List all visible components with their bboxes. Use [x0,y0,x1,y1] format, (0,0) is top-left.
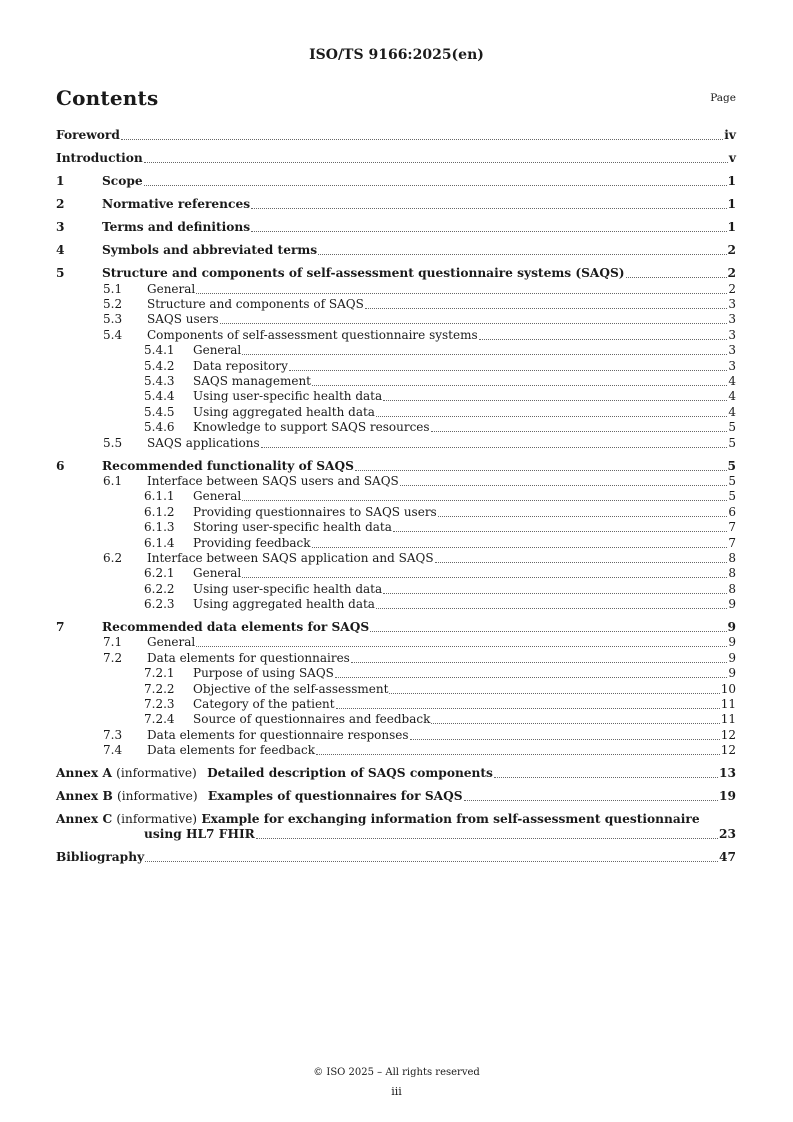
dot-leader [410,739,720,740]
toc-entry-annex-c[interactable] [56,812,736,842]
toc-entry-title: Data repository [193,358,288,373]
toc-entry-title: General [193,566,242,581]
toc-entry-number: 6.2.2 [144,581,175,596]
toc-entry-number: 5.1 [103,281,123,296]
annex-label: Annex B [56,789,113,804]
toc-entry-title: Terms and definitions [102,220,251,235]
toc-entry-annex-b[interactable] [56,789,736,804]
toc-entry-number: 5.4.1 [144,343,175,358]
toc-entry-title: Recommended functionality of SAQS [102,458,354,473]
dot-leader [336,708,720,709]
annex-title-line1: Example for exchanging information from self-assessment questionnaire [201,811,700,826]
toc-page-number: 11 [720,712,736,727]
toc-entry-title: Structure and components of SAQS [147,297,364,312]
toc-entry[interactable] [56,374,736,389]
dot-leader [431,431,728,432]
toc-entry[interactable] [56,128,736,143]
dot-leader [261,447,728,448]
toc-entry[interactable] [56,681,736,696]
footer-page-number: iii [391,1085,402,1098]
toc-entry[interactable] [56,458,736,473]
annex-title: Detailed description of SAQS components [207,766,493,781]
toc-entry-title: General [193,489,242,504]
toc-page-number: 2 [727,243,736,258]
annex-informative: (informative) [116,811,198,826]
toc-entry-annex-a[interactable] [56,766,736,781]
dot-leader [289,370,727,371]
toc-page-number: 19 [719,789,736,804]
toc-entry-number: 4 [56,243,65,258]
toc-entry-number: 6.2.1 [144,566,175,581]
dot-leader [144,185,727,186]
toc-entry-title: Using aggregated health data [193,597,375,612]
toc-entries [56,128,736,758]
toc-page-number: 12 [720,727,736,742]
toc-entry-number: 5.4 [103,327,123,342]
dot-leader [145,861,718,862]
toc-entry-title: Using aggregated health data [193,404,375,419]
toc-entry-number: 6.1.3 [144,520,175,535]
toc-entry-title: Recommended data elements for SAQS [102,620,370,635]
toc-entry-number: 3 [56,220,65,235]
toc-entry[interactable] [56,535,736,550]
toc-entry-number: 7.2.4 [144,712,175,727]
toc-entry[interactable] [56,358,736,373]
toc-entry[interactable] [56,727,736,742]
toc-entry-number: 7.1 [103,635,123,650]
dot-leader [435,562,728,563]
toc-page-number: 9 [728,597,736,612]
toc-page-number: 12 [720,743,736,758]
dot-leader [365,308,728,309]
toc-entry[interactable] [56,743,736,758]
toc-entry-number: 7.4 [103,743,123,758]
dot-leader [376,416,727,417]
annex-informative: (informative) [116,766,197,781]
toc-entry[interactable] [56,435,736,450]
toc-entry-number: 6.1.1 [144,489,175,504]
toc-entry-title: Data elements for questionnaire responses [147,727,409,742]
document-identifier: ISO/TS 9166:2025(en) [309,47,484,63]
dot-leader [376,608,727,609]
toc-entry[interactable] [56,420,736,435]
toc-page-number: 10 [720,681,736,696]
toc-entry[interactable] [56,389,736,404]
toc-page-number: 9 [727,620,736,635]
toc-entry-title: Providing questionnaires to SAQS users [193,504,437,519]
toc-page-number: 5 [728,473,736,488]
toc-entry-title: Objective of the self-assessment [193,681,389,696]
toc-entry[interactable] [56,620,736,635]
toc-entry-number: 6.1 [103,473,123,488]
toc-page-number: 3 [728,343,736,358]
dot-leader [121,139,723,140]
toc-entry-title: SAQS users [147,312,219,327]
toc-entry-title: Source of questionnaires and feedback [193,712,431,727]
toc-entry-title: General [147,635,196,650]
toc-entry-number: 6 [56,458,65,473]
toc-page-number: 3 [728,312,736,327]
dot-leader [626,277,727,278]
dot-leader [312,385,727,386]
toc-entry[interactable] [56,474,736,489]
toc-entry[interactable] [56,666,736,681]
toc-entry-title: Category of the patient [193,697,335,712]
page-column-label: Page [710,92,736,104]
toc-entry-number: 5.4.2 [144,358,175,373]
toc-entry[interactable] [56,174,736,189]
annex-title-line2: using HL7 FHIR [144,826,255,841]
dot-leader [242,577,727,578]
dot-leader [196,646,727,647]
toc-entry-title: Symbols and abbreviated terms [102,243,318,258]
toc-entry-title: Interface between SAQS users and SAQS [147,473,399,488]
toc-page-number: 8 [728,566,736,581]
dot-leader [383,400,727,401]
toc-page-number: 2 [728,281,736,296]
toc-page-number: 7 [728,520,736,535]
toc-entry-number: 5.4.5 [144,404,175,419]
dot-leader [256,838,718,839]
toc-entry-title: Scope [102,174,143,189]
toc-entry-number: 6.1.4 [144,535,175,550]
toc-entry-title: Bibliography [56,849,145,864]
toc-page-number: 13 [719,766,736,781]
dot-leader [438,516,728,517]
toc-page-number: 3 [728,327,736,342]
toc-entry[interactable] [56,520,736,535]
annex-label: Annex C [56,811,113,826]
toc-page-number: 5 [728,420,736,435]
toc-page-number: 4 [728,389,736,404]
toc-entry[interactable] [56,597,736,612]
toc-entry-title: General [193,343,242,358]
toc-entry-number: 5.4.6 [144,420,175,435]
toc-entry[interactable] [56,551,736,566]
toc-entry[interactable] [56,266,736,281]
toc-entry-number: 5.5 [103,435,123,450]
toc-entry[interactable] [56,712,736,727]
toc-entry-number: 5.2 [103,297,123,312]
dot-leader [316,754,720,755]
toc-page-number: 7 [728,535,736,550]
toc-entry[interactable] [56,581,736,596]
toc-page-number: 5 [728,489,736,504]
toc-page-number: 6 [728,504,736,519]
toc-entry[interactable] [56,504,736,519]
toc-entry-title: Components of self-assessment questionnaire systems [147,327,478,342]
toc-entry-title: SAQS management [193,374,311,389]
toc-entry[interactable] [56,566,736,581]
toc-entry-title: General [147,281,196,296]
toc-page-number: 5 [727,458,736,473]
toc-entry[interactable] [56,151,736,166]
toc-entry-number: 7.3 [103,727,123,742]
table-of-contents [56,128,736,865]
toc-page-number: v [728,151,736,166]
toc-page-number: 4 [728,374,736,389]
toc-page-number: 1 [727,174,736,189]
dot-leader [479,339,728,340]
toc-entry-number: 7 [56,620,65,635]
annex-informative: (informative) [117,789,198,804]
toc-page-number: 8 [728,581,736,596]
annex-title: Examples of questionnaires for SAQS [207,789,463,804]
toc-page-number: 5 [728,435,736,450]
dot-leader [351,662,728,663]
toc-entry-title: Structure and components of self-assessment questionnaire systems (SAQS) [102,266,625,281]
toc-entry-number: 2 [56,197,65,212]
dot-leader [312,547,728,548]
toc-entry[interactable] [56,635,736,650]
toc-entry-title: Knowledge to support SAQS resources [193,420,430,435]
toc-page-number: 47 [719,849,736,864]
toc-entry-title: Data elements for feedback [147,743,315,758]
toc-entry-title: Using user-specific health data [193,581,383,596]
toc-page-number: 9 [728,666,736,681]
footer-copyright: © ISO 2025 – All rights reserved [313,1067,480,1078]
dot-leader [335,677,727,678]
toc-entry-number: 5.4.3 [144,374,175,389]
dot-leader [251,208,726,209]
toc-page-number: 3 [728,358,736,373]
toc-entry[interactable] [56,650,736,665]
toc-entry-number: 6.1.2 [144,504,175,519]
dot-leader [393,531,727,532]
toc-entry[interactable] [56,404,736,419]
contents-heading: Contents [56,86,159,110]
toc-entry[interactable] [56,312,736,327]
dot-leader [464,800,719,801]
toc-entry-number: 5.4.4 [144,389,175,404]
dot-leader [431,723,719,724]
toc-entry-number: 6.2 [103,550,123,565]
toc-entry-number: 1 [56,174,65,189]
toc-page-number: iv [724,128,736,143]
toc-entry-title: Introduction [56,151,143,166]
toc-page-number: 1 [727,220,736,235]
toc-page-number: 1 [727,197,736,212]
toc-page-number: 8 [728,550,736,565]
toc-entry-number: 7.2 [103,650,123,665]
dot-leader [144,162,728,163]
toc-entry[interactable] [56,697,736,712]
toc-page-number: 4 [728,404,736,419]
dot-leader [242,354,727,355]
toc-entry[interactable] [56,327,736,342]
dot-leader [196,293,727,294]
dot-leader [251,231,726,232]
dot-leader [494,777,718,778]
toc-entry-number: 7.2.3 [144,697,175,712]
toc-entry[interactable] [56,489,736,504]
dot-leader [389,693,719,694]
toc-entry-title: Using user-specific health data [193,389,383,404]
toc-entry[interactable] [56,297,736,312]
dot-leader [355,470,727,471]
toc-entry-title: Providing feedback [193,535,311,550]
toc-entry[interactable] [56,343,736,358]
toc-entry-title: Interface between SAQS application and SAQS [147,550,434,565]
toc-entry[interactable] [56,220,736,235]
toc-entry-number: 7.2.1 [144,666,175,681]
toc-page-number: 9 [728,635,736,650]
dot-leader [370,631,726,632]
toc-entry[interactable] [56,197,736,212]
toc-entry-title: Storing user-specific health data [193,520,392,535]
toc-page-number: 2 [727,266,736,281]
toc-entry-title: Foreword [56,128,120,143]
dot-leader [220,323,728,324]
toc-page-number: 9 [728,650,736,665]
dot-leader [400,485,728,486]
toc-entry[interactable] [56,243,736,258]
toc-entry-number: 6.2.3 [144,597,175,612]
dot-leader [383,593,727,594]
toc-entry-number: 5.3 [103,312,123,327]
toc-page-number: 11 [720,697,736,712]
dot-leader [318,254,726,255]
annex-label: Annex A [56,766,112,781]
dot-leader [242,500,727,501]
toc-entry-number: 5 [56,266,65,281]
toc-page-number: 3 [728,297,736,312]
toc-entry-bibliography[interactable] [56,849,736,864]
toc-entry-title: Normative references [102,197,251,212]
toc-page-number: 23 [719,826,736,841]
toc-entry-title: Data elements for questionnaires [147,650,350,665]
toc-entry-title: Purpose of using SAQS [193,666,334,681]
toc-entry-title: SAQS applications [147,435,260,450]
toc-entry[interactable] [56,281,736,296]
toc-entry-number: 7.2.2 [144,681,175,696]
